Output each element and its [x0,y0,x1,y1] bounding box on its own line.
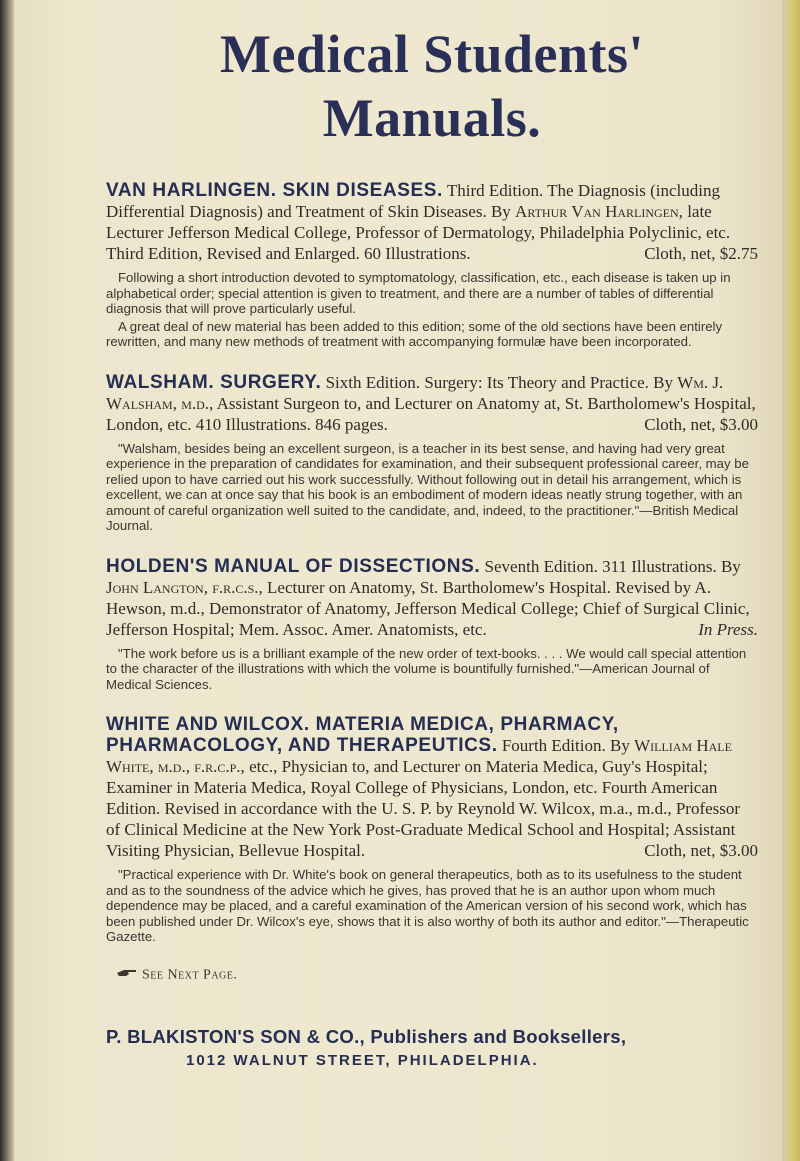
entry-title: WHITE AND WILCOX. MATERIA MEDICA, PHARMACY, PHARMACOLOGY, AND THERAPEUTICS. [106,714,619,756]
publisher-address: 1012 WALNUT STREET, PHILADELPHIA. [186,1051,539,1069]
page-right-edge [782,0,800,1161]
entry-edition: Third Edition. [446,181,544,200]
entry-holden [106,556,758,693]
entry-note: "Practical experience with Dr. White's book on general therapeutics, both as to its usefulness to the student and as to the soundness of the advice which he gives, has proved that he is an author upon whom much dependence may be placed, and a careful examination of the American version of his second work, which has been published under Dr. Wilcox's eye, shows that it is also worthy of both its author and editor."—Therapeutic Gazette. [106,867,749,944]
content [106,22,758,1069]
entry-edition: Sixth Edition. [325,372,421,392]
entry-description-post: Lecturer on Anatomy, St. Bartholomew's Hospital. Revised by A. Hewson, m.d., Demonstrator of Anatomy, Jefferson Medical College; Chief of Surgical Clinic, Jefferson Hospital; Mem. Assoc. Amer. Anatomists, etc. [106,577,750,639]
entry-price: In Press. [698,619,758,639]
entry-van-harlingen [106,180,758,350]
entry-description-post: Assistant Surgeon to, and Lecturer on Anatomy at, St. Bartholomew's Hospital, London, etc. 410 Illustrations. 846 pages. [106,393,756,434]
entry-head [106,556,758,640]
entry-description-pre: 311 Illustrations. By [602,556,741,576]
page-left-edge [0,0,14,1161]
entry-author: William Hale White, m.d., f.r.c.p., [106,736,732,776]
entry-head [106,372,758,435]
entry-author: John Langton, f.r.c.s., [106,577,263,597]
entry-price: Cloth, net, $3.00 [644,414,758,434]
entry-description-post: etc., Physician to, and Lecturer on Materia Medica, Guy's Hospital; Examiner in Materia Medica, Royal College of Physicians, London, etc. Fourth American Edition. Revised in accordance with the U. S. P. by Reynold W. Wilcox, m.a., m.d., Professor of Clinical Medicine at the New York Post-Graduate Medical School and Hospital; Assistant Visiting Physician, Bellevue Hospital. [106,757,741,860]
entry-description-pre: The Diagnosis (including Differential Diagnosis) and Treatment of Skin Diseases. By [106,181,720,221]
entry-note: "The work before us is a brilliant example of the new order of text-books. . . . We would call special attention to the character of the illustrations with which the volume is bountifully furnished."—American Journal of Medical Sciences. [106,645,747,692]
entry-title: VAN HARLINGEN. SKIN DISEASES. [106,180,443,201]
entry-edition: Seventh Edition. [484,556,598,576]
publisher: P. BLAKISTON'S SON & CO., Publishers and Booksellers, [106,1025,627,1047]
entry-note: Following a short introduction devoted to symptomatology, classification, etc., each disease is taken up in alphabetical order; special attention is given to treatment, and there are a number of tables of differential diagnosis that will prove particularly useful. [106,270,731,316]
entry-edition: Fourth Edition. [501,736,606,755]
see-next-page: See Next Page. [116,967,758,984]
entry-white-wilcox [106,714,758,945]
entry-description-post: late Lecturer Jefferson Medical College, Professor of Dermatology, Philadelphia Polyclinic, etc. Third Edition, Revised and Enlarged. 60 Illustrations. [106,202,731,263]
headline: Medical Students' Manuals. [219,24,645,148]
entry-price: Cloth, net, $2.75 [644,244,758,263]
entry-description-pre: By [609,736,635,755]
entry-title: WALSHAM. SURGERY. [106,371,322,393]
entry-author: Arthur Van Harlingen, [515,202,683,221]
entry-price: Cloth, net, $3.00 [644,841,758,860]
entry-author: Wm. J. Walsham, m.d., [106,372,724,413]
entry-note: "Walsham, besides being an excellent surgeon, is a teacher in its best sense, and having had very great experience in the preparation of candidates for examination, and their subsequent professional career, may be relied upon to have carried out his work successfully. Without following out in detail his arrangement, which is excellent, we can at once say that his book is an embodiment of modern ideas neatly strung together, with an amount of careful organization well suited to the candidate, and, indeed, to the practitioner."—British Medical Journal. [106,440,749,533]
pointing-hand-icon [116,967,138,984]
entry-walsham [106,372,758,534]
entry-title: HOLDEN'S MANUAL OF DISSECTIONS. [106,555,481,577]
entry-note: A great deal of new material has been added to this edition; some of the old sections have been entirely rewritten, and many new methods of treatment with accompanying formulæ have been incorporated. [106,318,723,349]
entry-head [106,180,758,264]
entry-description-pre: Surgery: Its Theory and Practice. By [424,372,678,392]
entry-head [106,714,758,861]
